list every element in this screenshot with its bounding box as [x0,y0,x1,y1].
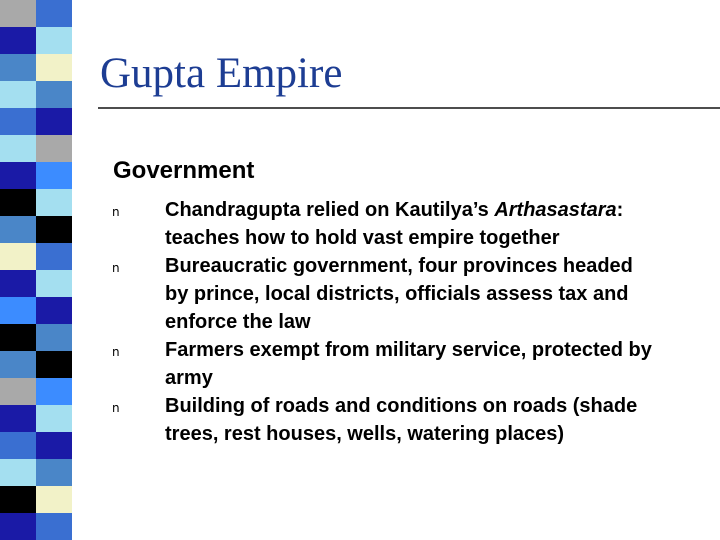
tile [36,162,72,189]
tile [36,135,72,162]
tile [0,81,36,108]
bullet-marker-icon: n [112,205,120,219]
tile [36,459,72,486]
bullet-text: Building of roads and conditions on roads (shade trees, rest houses, wells, watering places) [165,395,638,445]
tile [0,135,36,162]
title-divider [98,107,720,109]
tile [0,162,36,189]
tile [0,459,36,486]
tile [36,486,72,513]
bullet-marker-icon: n [112,401,120,415]
tile [0,486,36,513]
tile [0,108,36,135]
bullet-text: : teaches how to hold vast empire together [165,199,624,249]
tile [0,54,36,81]
slide-title: Gupta Empire [100,50,343,97]
bullet-item [0,336,660,392]
tile [36,513,72,540]
bullet-text: Bureaucratic government, four provinces headed by prince, local districts, officials assess tax and enforce the law [165,255,633,333]
tile [36,27,72,54]
bullet-text: Chandragupta relied on Kautilya’s [165,199,495,221]
tile [0,27,36,54]
tile [36,0,72,27]
bullet-text-italic: Arthasastara [494,199,617,221]
bullet-item [0,252,660,336]
bullet-text: Farmers exempt from military service, protected by army [165,339,652,389]
bullet-list [0,196,720,448]
tile [36,81,72,108]
section-heading: Government [113,157,255,184]
tile [0,0,36,27]
bullet-item [0,196,660,252]
bullet-marker-icon: n [112,345,120,359]
tile [36,108,72,135]
tile [36,54,72,81]
bullet-item [0,392,660,448]
bullet-marker-icon: n [112,261,120,275]
tile [0,513,36,540]
